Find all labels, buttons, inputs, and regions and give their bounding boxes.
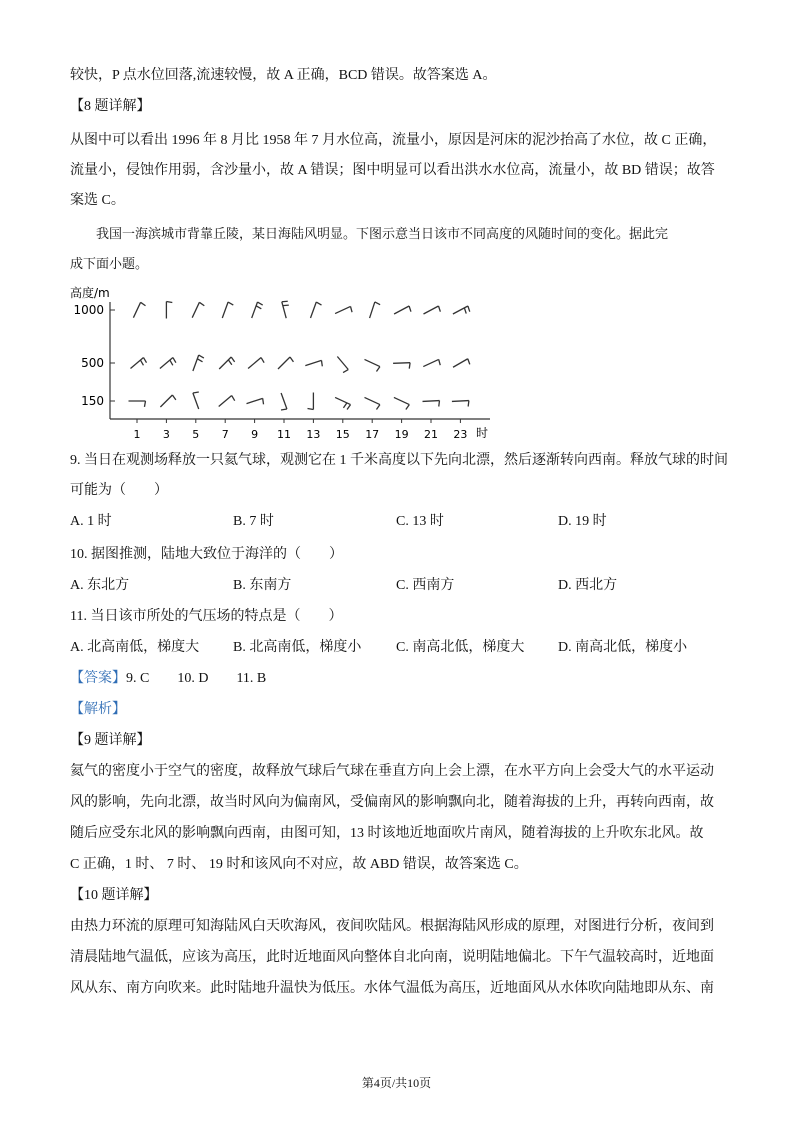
wind-barb bbox=[252, 302, 263, 318]
x-tick-label: 19 bbox=[394, 428, 409, 441]
analysis-label: 【解析】 bbox=[70, 702, 126, 717]
barb-feather bbox=[468, 359, 470, 365]
text-line: 随后应受东北风的影响飘向西南，由图可知，13 时该地近地面吹片南风，随着海拔的上升吹东北风。故 bbox=[70, 826, 704, 841]
wind-barb bbox=[394, 397, 409, 409]
q10-option-a: A. 东北方 bbox=[70, 578, 130, 593]
barb-feather bbox=[140, 360, 143, 365]
q11-option-d: D. 南高北低，梯度小 bbox=[558, 640, 688, 655]
wind-barb bbox=[337, 356, 348, 372]
barb-feather bbox=[170, 360, 173, 365]
wind-barb bbox=[423, 306, 440, 314]
barb-feather bbox=[439, 401, 440, 407]
wind-chart bbox=[60, 282, 500, 447]
barb-feather bbox=[199, 355, 204, 358]
wind-barb bbox=[453, 306, 470, 314]
wind-barb bbox=[307, 393, 313, 410]
wind-barb bbox=[393, 363, 410, 369]
barb-feather bbox=[439, 306, 441, 312]
wind-barb bbox=[160, 395, 175, 407]
answer-text: 9. C 10. D 11. B bbox=[126, 671, 267, 686]
q9-stem: 9. 当日在观测场释放一只氦气球，观测它在 1 千米高度以下先向北漂，然后逐渐转向西南。释放气球的时间 bbox=[70, 453, 728, 468]
wind-barb bbox=[219, 357, 234, 369]
wind-barb bbox=[219, 396, 235, 407]
barb-feather bbox=[166, 302, 172, 303]
x-tick-label: 15 bbox=[335, 428, 350, 441]
wind-barb bbox=[423, 401, 440, 407]
q10-option-d: D. 西北方 bbox=[558, 578, 618, 593]
wind-barb bbox=[394, 306, 411, 314]
wind-barb bbox=[166, 302, 172, 319]
wind-barb bbox=[364, 397, 379, 409]
wind-barb bbox=[310, 302, 321, 318]
y-tick-label: 500 bbox=[81, 356, 104, 370]
text-line: 案选 C。 bbox=[70, 193, 125, 208]
d10-header: 【10 题详解】 bbox=[70, 888, 158, 903]
barb-feather bbox=[343, 370, 348, 373]
wind-barb bbox=[370, 302, 381, 318]
barb-feather bbox=[307, 408, 313, 409]
barb-feather bbox=[197, 359, 202, 362]
q11-stem: 11. 当日该市所处的气压场的特点是（ ） bbox=[70, 609, 343, 624]
barb-feather bbox=[228, 360, 231, 365]
barb-feather bbox=[468, 306, 470, 312]
q11-option-a: A. 北高南低，梯度大 bbox=[70, 640, 200, 655]
wind-barb bbox=[222, 302, 233, 318]
wind-barb bbox=[248, 358, 264, 369]
barb-feather bbox=[141, 302, 146, 305]
text-line: 风的影响，先向北漂，故当时风向为偏南风，受偏南风的影响飘向北，随着海拔的上升，再转向西南，故 bbox=[70, 795, 714, 810]
barb-feather bbox=[316, 302, 321, 305]
intro-line: 我国一海滨城市背靠丘陵，某日海陆风明显。下图示意当日该市不同高度的风随时间的变化。据此完 bbox=[70, 226, 669, 241]
wind-barb bbox=[364, 359, 379, 371]
barb-feather bbox=[283, 305, 289, 306]
text-line: 氦气的密度小于空气的密度，故释放气球后气球在垂直方向上会上漂，在水平方向上会受大气的水平运动 bbox=[70, 764, 714, 779]
text-line: 由热力环流的原理可知海陆风白天吹海风，夜间吹陆风。根据海陆风形成的原理，对图进行分析，夜间到 bbox=[70, 919, 714, 934]
wind-barb bbox=[160, 358, 176, 369]
barb-feather bbox=[228, 302, 233, 305]
barb-feather bbox=[199, 302, 204, 305]
wind-barb bbox=[133, 302, 145, 317]
barb-feather bbox=[173, 358, 176, 363]
x-tick-label: 1 bbox=[133, 428, 141, 441]
text-line: 清晨陆地气温低，应该为高压，此时近地面风向整体自北向南，说明陆地偏北。下午气温较高时，近地面 bbox=[70, 950, 714, 965]
wind-barb bbox=[282, 301, 289, 318]
barb-feather bbox=[282, 301, 288, 302]
barb-feather bbox=[376, 405, 379, 410]
barb-feather bbox=[172, 395, 175, 400]
wind-barb bbox=[335, 306, 352, 313]
barb-feather bbox=[409, 306, 411, 312]
wind-barb bbox=[192, 302, 204, 317]
q10-option-b: B. 东南方 bbox=[233, 578, 292, 593]
q9-option-c: C. 13 时 bbox=[396, 514, 444, 529]
q11-option-b: B. 北高南低，梯度小 bbox=[233, 640, 362, 655]
text-line: C 正确，1 时、 7 时、 19 时和该风向不对应，故 ABD 错误，故答案选 C。 bbox=[70, 857, 528, 872]
answer-label: 【答案】 bbox=[70, 671, 126, 686]
wind-barb bbox=[335, 397, 350, 409]
barb-feather bbox=[232, 396, 235, 401]
barb-feather bbox=[468, 401, 469, 407]
barb-feather bbox=[144, 358, 147, 363]
barb-feather bbox=[409, 363, 410, 369]
y-tick-label: 150 bbox=[81, 394, 104, 408]
x-tick-label: 3 bbox=[162, 428, 170, 441]
wind-barb bbox=[281, 393, 287, 410]
wind-barb bbox=[453, 359, 470, 368]
barb-feather bbox=[375, 302, 380, 305]
q10-option-c: C. 西南方 bbox=[396, 578, 455, 593]
barb-feather bbox=[439, 359, 441, 365]
d9-header: 【9 题详解】 bbox=[70, 733, 151, 748]
page-footer: 第4页/共10页 bbox=[361, 1076, 432, 1090]
x-tick-label: 5 bbox=[192, 428, 200, 441]
wind-barb bbox=[193, 392, 199, 409]
barb-feather bbox=[231, 357, 234, 362]
q8-header: 【8 题详解】 bbox=[70, 99, 151, 114]
y-axis-label: 高度/m bbox=[70, 286, 110, 300]
barb-feather bbox=[347, 405, 350, 410]
barb-feather bbox=[343, 403, 346, 408]
barb-feather bbox=[263, 398, 264, 404]
barb-feather bbox=[193, 392, 199, 393]
barb-feather bbox=[258, 302, 263, 305]
wind-barb bbox=[193, 355, 204, 371]
barb-feather bbox=[376, 367, 379, 372]
text-line: 较快，P 点水位回落,流速较慢，故 A 正确，BCD 错误。故答案选 A。 bbox=[70, 68, 497, 83]
wind-barb bbox=[423, 359, 440, 366]
q9-option-b: B. 7 时 bbox=[233, 514, 274, 529]
x-tick-label: 17 bbox=[365, 428, 380, 441]
x-tick-label: 21 bbox=[424, 428, 438, 441]
q10-stem: 10. 据图推测，陆地大致位于海洋的（ ） bbox=[70, 547, 343, 562]
answer-line bbox=[70, 669, 266, 689]
text-line: 风从东、南方向吹来。此时陆地升温快为低压。水体气温低为高压，近地面风从水体吹向陆地即从东、南 bbox=[70, 981, 714, 996]
x-tick-label: 7 bbox=[221, 428, 229, 441]
intro-line: 成下面小题。 bbox=[70, 256, 149, 271]
q9-option-a: A. 1 时 bbox=[70, 514, 112, 529]
y-tick-label: 1000 bbox=[73, 303, 104, 317]
x-tick-label: 13 bbox=[306, 428, 321, 441]
barb-feather bbox=[281, 409, 287, 410]
barb-feather bbox=[464, 308, 466, 314]
wind-barb bbox=[130, 358, 146, 369]
x-tick-label: 23 bbox=[453, 428, 468, 441]
barb-feather bbox=[406, 405, 409, 410]
q9-stem: 可能为（ ） bbox=[70, 483, 168, 498]
barb-feather bbox=[321, 360, 322, 366]
barb-feather bbox=[144, 401, 145, 407]
wind-barb bbox=[278, 357, 293, 369]
text-line: 流量小，侵蚀作用弱，含沙量小，故 A 错误；图中明显可以看出洪水水位高，流量小，故 BD 错误；故答 bbox=[70, 163, 715, 178]
wind-barb bbox=[305, 360, 322, 366]
wind-barb bbox=[247, 398, 264, 404]
x-axis-label: 时 bbox=[476, 426, 489, 440]
x-tick-label: 9 bbox=[251, 428, 259, 441]
barb-feather bbox=[351, 306, 353, 312]
barb-feather bbox=[256, 306, 261, 309]
wind-barb bbox=[452, 401, 469, 407]
x-tick-label: 11 bbox=[277, 428, 291, 441]
barb-feather bbox=[290, 357, 293, 362]
q11-option-c: C. 南高北低，梯度大 bbox=[396, 640, 525, 655]
wind-barb bbox=[129, 401, 146, 407]
q9-option-d: D. 19 时 bbox=[558, 514, 607, 529]
barb-feather bbox=[261, 358, 264, 363]
text-line: 从图中可以看出 1996 年 8 月比 1958 年 7 月水位高，流量小，原因是河床的泥沙抬高了水位，故 C 正确， bbox=[70, 133, 717, 148]
